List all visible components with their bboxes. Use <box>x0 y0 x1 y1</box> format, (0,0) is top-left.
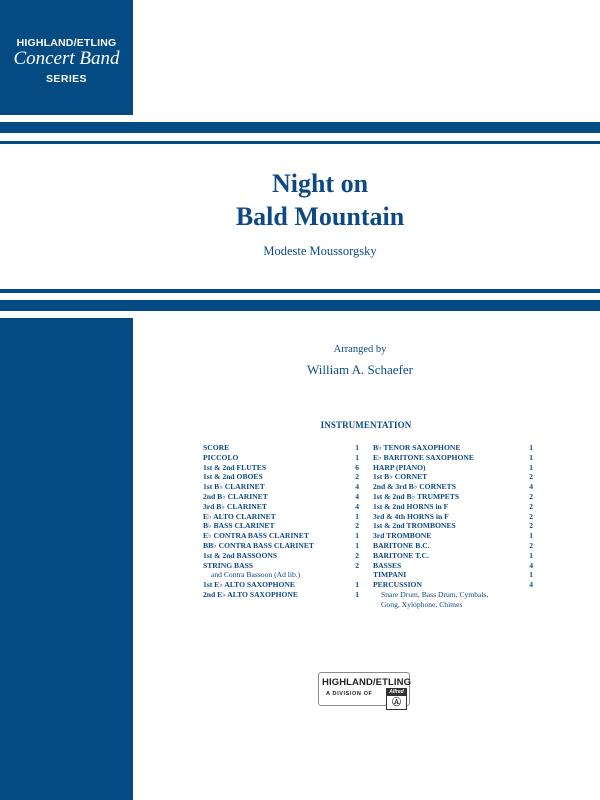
instrument-row <box>373 482 533 492</box>
top-thick-stripe <box>0 122 600 133</box>
instrument-name: HARP (PIANO) <box>373 462 426 472</box>
instrument-quantity: 2 <box>529 521 533 531</box>
alfred-mark-icon: Ⓐ <box>391 697 401 707</box>
instrument-name: BB♭ CONTRA BASS CLARINET <box>203 540 314 550</box>
instrument-name: 2nd E♭ ALTO SAXOPHONE <box>203 589 298 599</box>
instrument-quantity: 1 <box>355 443 359 452</box>
instrument-name: B♭ TENOR SAXOPHONE <box>373 443 461 452</box>
instrument-row <box>203 580 359 590</box>
instrument-row <box>203 561 359 571</box>
instrument-row <box>373 453 533 463</box>
instrument-row <box>373 541 533 551</box>
instrument-name: PERCUSSION <box>373 580 422 590</box>
instrument-quantity: 2 <box>529 511 533 521</box>
instrument-name: E♭ BARITONE SAXOPHONE <box>373 452 474 462</box>
series-label: SERIES <box>46 73 87 85</box>
instrument-name: 1st & 2nd HORNS in F <box>373 501 449 511</box>
instrument-name: PICCOLO <box>203 452 239 462</box>
instrument-row <box>373 472 533 482</box>
instrument-name: 1st & 2nd OBOES <box>203 472 263 482</box>
instrument-name: BARITONE B.C. <box>373 540 430 550</box>
instrument-name: Snare Drum, Bass Drum, Cymbals, <box>381 589 489 599</box>
instrument-name: 1st & 2nd B♭ TRUMPETS <box>373 491 460 501</box>
instrument-name: 3rd & 4th HORNS in F <box>373 511 449 521</box>
instrument-quantity: 6 <box>355 462 359 472</box>
left-color-band <box>0 318 133 800</box>
instrument-quantity: 2 <box>355 472 359 482</box>
bottom-thick-stripe <box>0 300 600 311</box>
instrument-row <box>373 521 533 531</box>
instrument-name: 1st B♭ CORNET <box>373 472 428 482</box>
instrument-row <box>203 512 359 522</box>
instrument-quantity: 1 <box>355 531 359 541</box>
instrument-row <box>203 463 359 473</box>
instrument-name: SCORE <box>203 443 230 452</box>
instrument-quantity: 2 <box>355 560 359 570</box>
page-title <box>200 167 440 233</box>
arranged-by-label: Arranged by <box>333 344 387 355</box>
instrument-row <box>203 541 359 551</box>
instrument-quantity: 2 <box>529 472 533 482</box>
bottom-thin-stripe <box>0 289 600 293</box>
instrument-row <box>203 472 359 482</box>
instrument-row <box>203 570 359 580</box>
instrument-row <box>203 521 359 531</box>
instrument-quantity: 1 <box>529 550 533 560</box>
publisher-logo <box>318 672 410 706</box>
instrument-quantity: 1 <box>529 531 533 541</box>
instrument-row <box>203 492 359 502</box>
instrument-row <box>373 551 533 561</box>
instrument-quantity: 2 <box>529 540 533 550</box>
series-publisher-line: HIGHLAND/ETLING <box>16 37 117 49</box>
instrument-name: 1st & 2nd TROMBONES <box>373 521 456 531</box>
top-thin-stripe <box>0 141 600 144</box>
instrument-name: STRING BASS <box>203 560 254 570</box>
instrument-quantity: 1 <box>355 452 359 462</box>
instrument-quantity: 1 <box>355 540 359 550</box>
arranger-name: William A. Schaefer <box>307 362 413 377</box>
instrument-row <box>373 580 533 590</box>
instrument-row <box>203 590 359 600</box>
instrument-quantity: 2 <box>529 501 533 511</box>
title-line-2: Bald Mountain <box>235 202 405 231</box>
instrument-quantity: 2 <box>355 550 359 560</box>
instrument-name: 1st B♭ CLARINET <box>203 482 265 492</box>
instrument-row <box>373 570 533 580</box>
instrument-name: 1st & 2nd FLUTES <box>203 462 267 472</box>
title-line-1: Night on <box>271 169 369 198</box>
instrument-name: 1st E♭ ALTO SAXOPHONE <box>203 580 295 590</box>
instrument-quantity: 2 <box>355 521 359 531</box>
instrument-row <box>373 531 533 541</box>
instrument-name: 3rd B♭ CLARINET <box>203 501 267 511</box>
instrument-name: 2nd B♭ CLARINET <box>203 491 268 501</box>
instrument-name: 3rd TROMBONE <box>373 531 432 541</box>
instrument-name: TIMPANI <box>373 570 407 580</box>
instrument-name: BASSES <box>373 560 402 570</box>
instrument-row <box>203 551 359 561</box>
instrument-name: 1st & 2nd BASSOONS <box>203 550 278 560</box>
instrument-row <box>373 590 533 600</box>
instrument-row <box>373 600 533 610</box>
instrument-row <box>373 492 533 502</box>
instrument-quantity: 4 <box>529 560 533 570</box>
instrument-quantity: 4 <box>355 482 359 492</box>
instrument-name: 2nd & 3rd B♭ CORNETS <box>373 482 456 492</box>
instrumentation-right-column <box>373 443 533 610</box>
instrument-quantity: 1 <box>355 589 359 599</box>
instrument-row <box>373 463 533 473</box>
instrument-quantity: 1 <box>529 462 533 472</box>
instrument-name: E♭ CONTRA BASS CLARINET <box>203 531 309 541</box>
instrument-quantity: 4 <box>529 482 533 492</box>
instrumentation-left-column <box>203 443 359 600</box>
instrument-quantity: 1 <box>529 570 533 580</box>
instrument-quantity: 4 <box>355 491 359 501</box>
instrument-quantity: 1 <box>529 443 533 452</box>
series-banner <box>0 0 133 115</box>
instrument-name: E♭ ALTO CLARINET <box>203 511 276 521</box>
alfred-wordmark: Alfred <box>387 689 406 696</box>
instrumentation-heading: INSTRUMENTATION <box>320 420 412 430</box>
instrument-row <box>203 502 359 512</box>
series-name: Concert Band <box>13 48 120 69</box>
instrument-row <box>203 482 359 492</box>
instrument-name: BARITONE T.C. <box>373 550 429 560</box>
instrument-name: Gong, Xylophone, Chimes <box>381 599 463 609</box>
instrument-quantity: 1 <box>355 511 359 521</box>
composer-name: Modeste Moussorgsky <box>263 244 377 258</box>
instrument-quantity: 4 <box>529 580 533 590</box>
instrument-row <box>373 512 533 522</box>
instrument-quantity: 4 <box>355 501 359 511</box>
instrument-row <box>203 531 359 541</box>
instrument-quantity: 1 <box>529 452 533 462</box>
instrument-name: and Contra Bassoon (Ad lib.) <box>211 570 301 580</box>
logo-publisher-name: HIGHLAND/ETLING <box>322 677 412 688</box>
instrument-row <box>203 453 359 463</box>
instrument-row <box>373 561 533 571</box>
instrument-row <box>373 443 533 453</box>
instrument-row <box>203 443 359 453</box>
logo-division-text: A DIVISION OF <box>326 691 373 697</box>
instrument-quantity: 1 <box>355 580 359 590</box>
instrument-row <box>373 502 533 512</box>
instrument-quantity: 2 <box>529 491 533 501</box>
instrument-name: B♭ BASS CLARINET <box>203 521 275 531</box>
alfred-logo-icon <box>386 688 407 710</box>
